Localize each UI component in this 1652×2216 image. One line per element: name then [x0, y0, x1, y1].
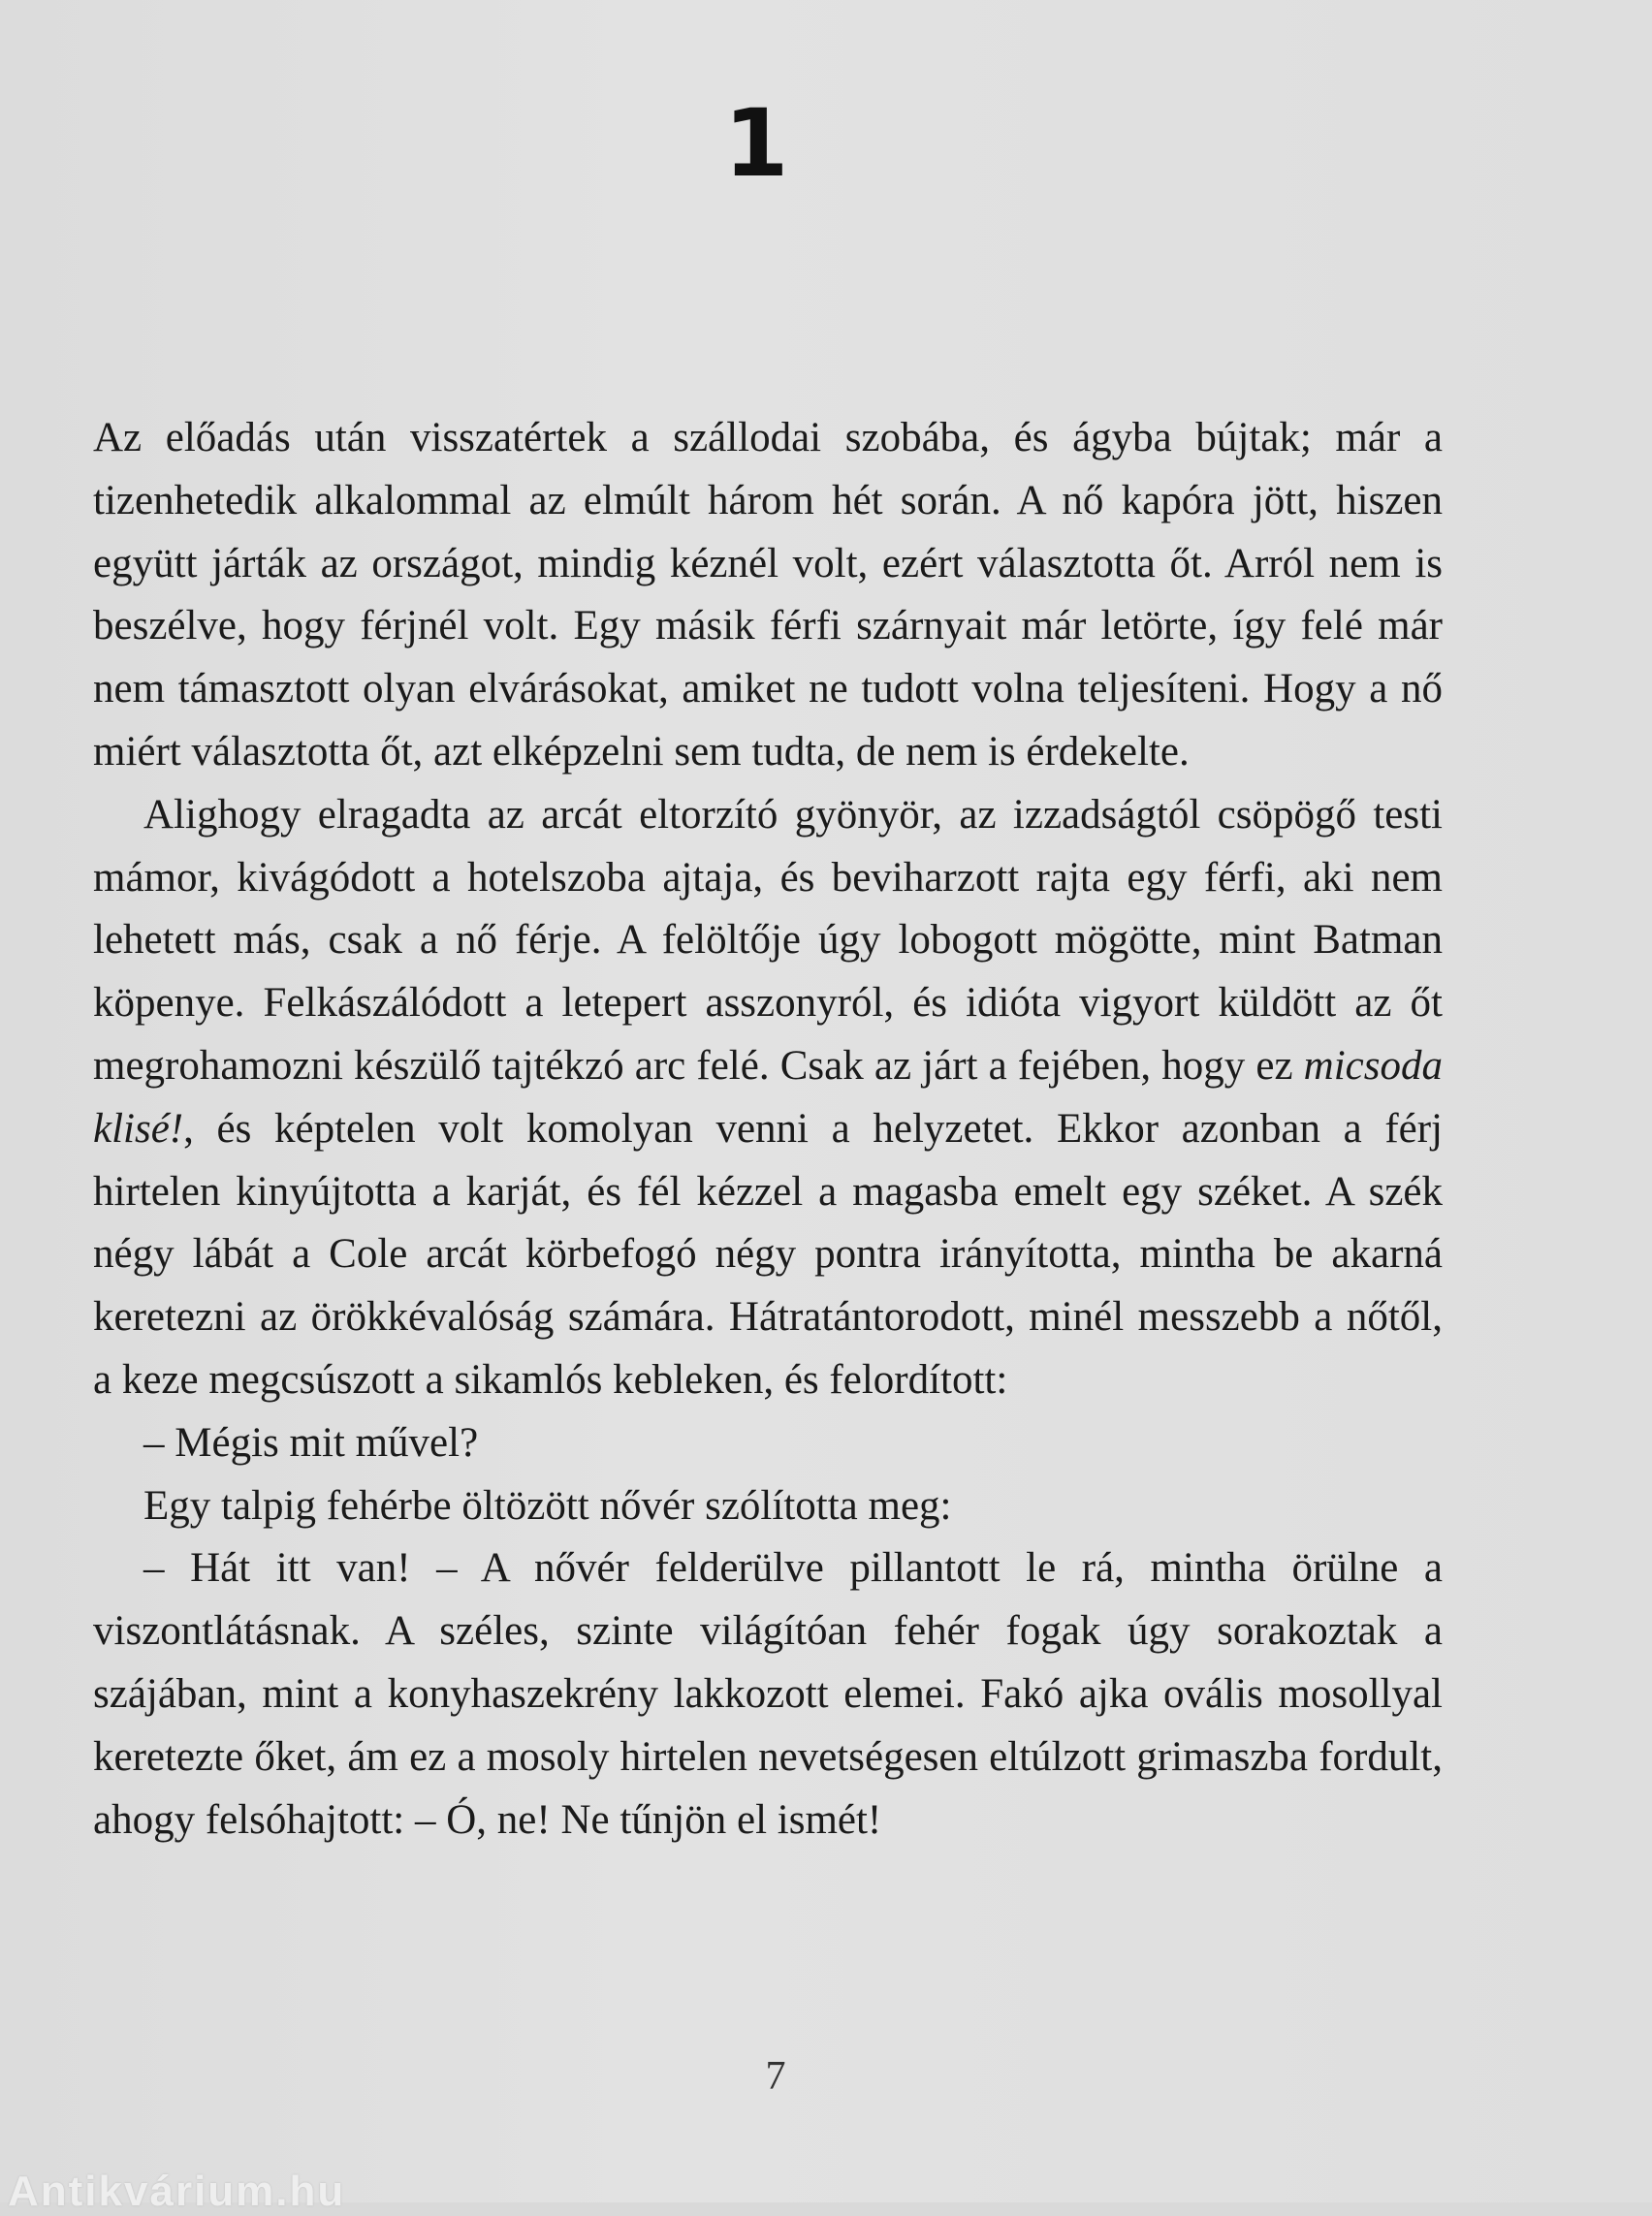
paragraph: Egy talpig fehérbe öltözött nővér szólította meg:: [143, 1482, 952, 1529]
emphasis-text: micsoda klisé!: [93, 1042, 1443, 1152]
dialogue-line: – Mégis mit művel?: [143, 1419, 479, 1466]
chapter-number: 1: [723, 89, 789, 198]
paragraph: Az előadás után visszatértek a szállodai szobába, és ágyba bújtak; már a tizenhetedik alkalommal az elmúlt három hét során. A nő kapóra jött, hiszen együtt járták az országot, mindig kéznél volt, ezért választotta őt. Arról nem is beszélve, hogy férjnél volt. Egy másik férfi szárnyait már letörte, így felé már nem támasztott olyan elvárásokat, amiket ne tudott volna teljesíteni. Hogy a nő miért választotta őt, azt elképzelni sem tudta, de nem is érdekelte.: [93, 415, 1443, 775]
body-text: [93, 407, 1443, 1852]
paragraph-text: , és képtelen volt komolyan venni a helyzetet. Ekkor azonban a férj hirtelen kinyújtotta a karját, és fél kézzel a magasba emelt egy széket. A szék négy lábát a Cole arcát körbefogó négy pontra irányította, mintha be akarná keretezni az örökkévalóság számára. Hátratántorodott, minél messzebb a nőtől, a keze megcsúszott a sikamlós kebleken, és felordított:: [93, 1105, 1443, 1403]
bleed-through-text: [87, 0, 1458, 62]
dialogue-line: – Hát itt van! – A nővér felderülve pillantott le rá, mintha örülne a viszontlátásnak. A széles, szinte világítóan fehér fogak úgy sorakoztak a szájában, mint a konyhaszekrény lakkozott elemei. Fakó ajka ovális mosollyal keretezte őket, ám ez a mosoly hirtelen nevetségesen eltúlzott grimaszba fordult, ahogy felsóhajtott: – Ó, ne! Ne tűnjön el ismét!: [93, 1545, 1443, 1843]
watermark-logo: Antikvárium.hu: [8, 2168, 346, 2215]
paragraph: [93, 784, 1443, 1412]
paragraph-text: Alighogy elragadta az arcát eltorzító gyönyör, az izzadságtól csöpögő testi mámor, kivágódott a hotelszoba ajtaja, és beviharzott rajta egy férfi, aki nem lehetett más, csak a nő férje. A felöltője úgy lobogott mögötte, mint Batman köpenye. Felkászálódott a letepert asszonyról, és idióta vigyort küldött az őt megrohamozni készülő tajtékzó arc felé. Csak az járt a fejében, hogy ez: [93, 791, 1443, 1089]
page-number: 7: [765, 2054, 786, 2099]
